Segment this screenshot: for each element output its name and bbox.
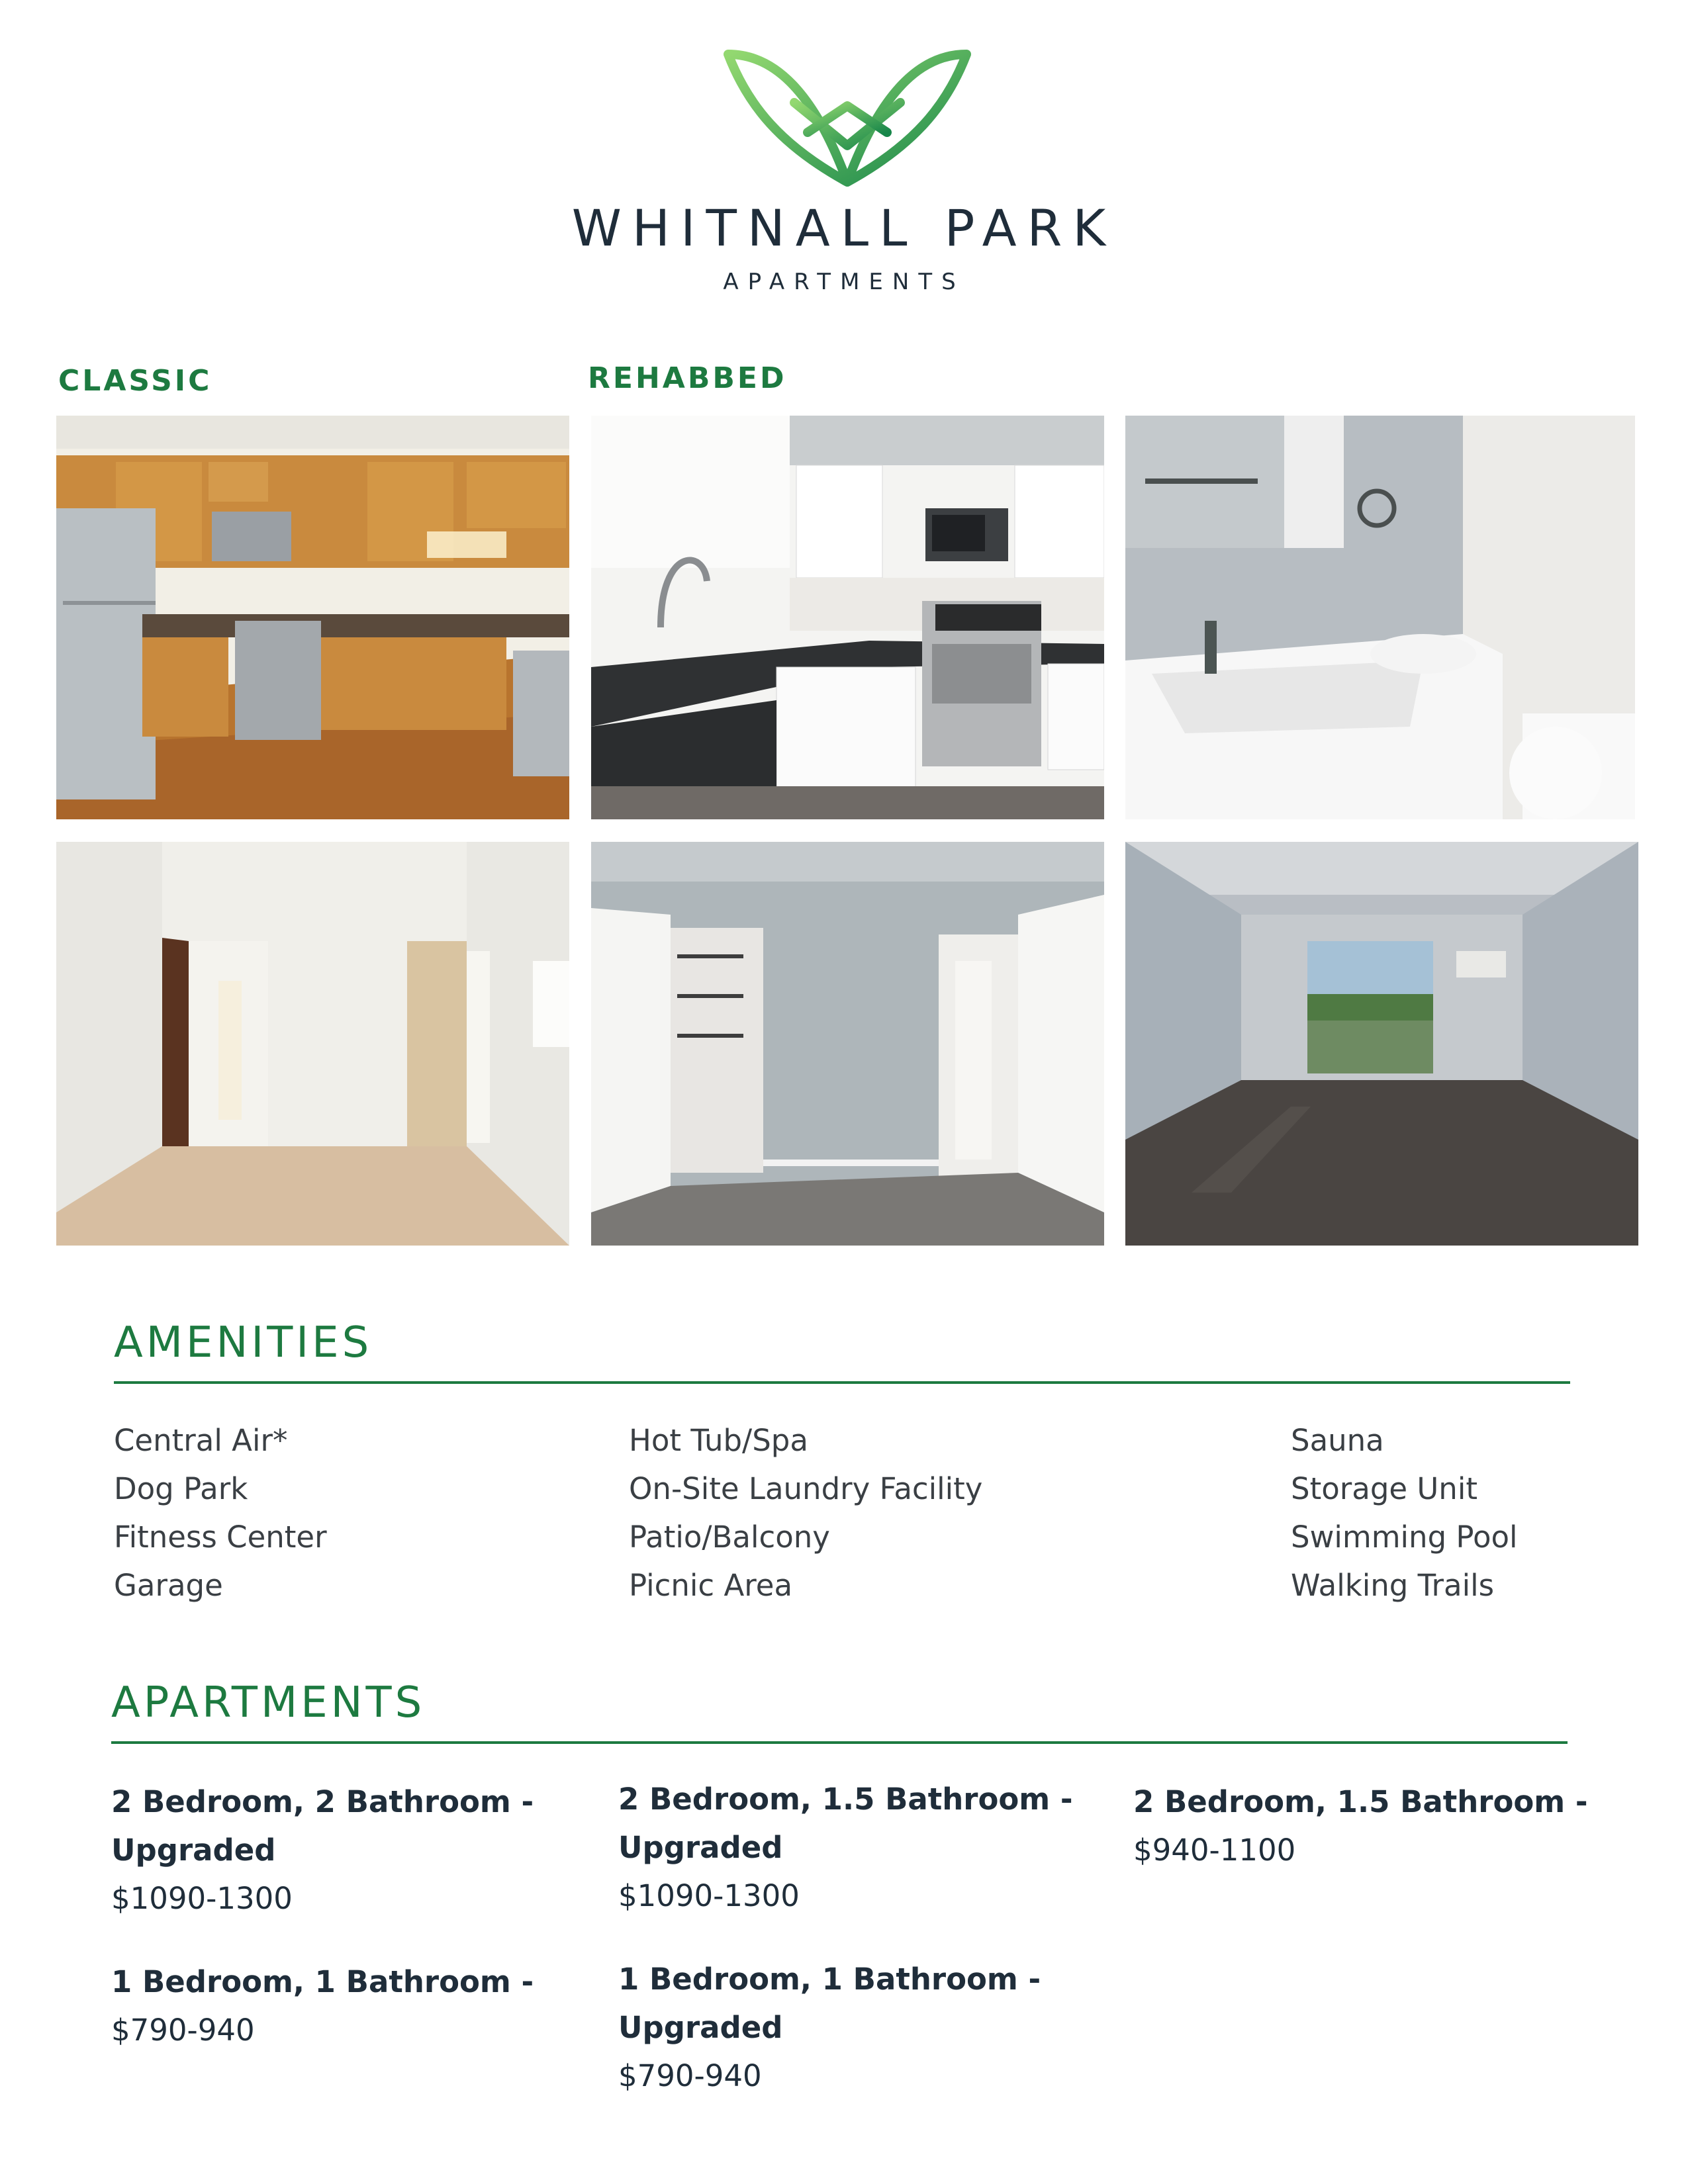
unit-listing <box>618 1775 1082 1920</box>
unit-name: 2 Bedroom, 1.5 Bathroom - <box>1133 1784 1588 1819</box>
amenity-item: Hot Tub/Spa <box>629 1423 808 1458</box>
brand-name: WHITNALL PARK <box>571 199 1117 257</box>
amenities-divider <box>114 1381 1570 1384</box>
amenity-item: Dog Park <box>114 1471 248 1506</box>
unit-name: 1 Bedroom, 1 Bathroom - Upgraded <box>618 1962 1041 2045</box>
amenities-column-3 <box>1291 1416 1688 1610</box>
unit-price: $790-940 <box>618 2058 762 2093</box>
rehabbed-label: REHABBED <box>588 361 787 395</box>
amenity-item: Fitness Center <box>114 1520 327 1555</box>
unit-name: 2 Bedroom, 1.5 Bathroom - Upgraded <box>618 1782 1073 1865</box>
classic-bedroom-photo <box>56 842 569 1246</box>
unit-price: $790-940 <box>111 2013 255 2048</box>
amenity-item: Sauna <box>1291 1423 1384 1458</box>
amenity-item: Picnic Area <box>629 1568 793 1603</box>
unit-listing <box>1133 1778 1597 1874</box>
amenities-column-2 <box>629 1416 1158 1610</box>
classic-kitchen-photo <box>56 416 569 819</box>
unit-name: 2 Bedroom, 2 Bathroom - Upgraded <box>111 1784 534 1868</box>
leaf-w-logo-icon <box>722 46 973 192</box>
amenity-item: Central Air* <box>114 1423 288 1458</box>
unit-name: 1 Bedroom, 1 Bathroom - <box>111 1964 534 1999</box>
rehabbed-bathroom-photo <box>1125 416 1635 819</box>
unit-price: $1090-1300 <box>618 1878 800 1913</box>
amenities-heading: AMENITIES <box>114 1318 373 1367</box>
unit-listing <box>111 1958 575 2054</box>
unit-price: $940-1100 <box>1133 1833 1296 1868</box>
amenity-item: Storage Unit <box>1291 1471 1477 1506</box>
unit-listing <box>618 1955 1082 2100</box>
amenity-item: On-Site Laundry Facility <box>629 1471 983 1506</box>
rehabbed-living-room-photo <box>1125 842 1638 1246</box>
amenities-column-1 <box>114 1416 643 1610</box>
apartments-heading: APARTMENTS <box>111 1678 426 1727</box>
amenity-item: Swimming Pool <box>1291 1520 1518 1555</box>
unit-listing <box>111 1778 575 1923</box>
amenity-item: Patio/Balcony <box>629 1520 830 1555</box>
unit-price: $1090-1300 <box>111 1881 293 1916</box>
amenity-item: Walking Trails <box>1291 1568 1495 1603</box>
classic-label: CLASSIC <box>58 364 212 398</box>
brand-subtitle: APARTMENTS <box>723 269 965 295</box>
amenity-item: Garage <box>114 1568 223 1603</box>
apartments-divider <box>111 1741 1568 1744</box>
rehabbed-kitchen-photo <box>591 416 1104 819</box>
rehabbed-bedroom-photo <box>591 842 1104 1246</box>
